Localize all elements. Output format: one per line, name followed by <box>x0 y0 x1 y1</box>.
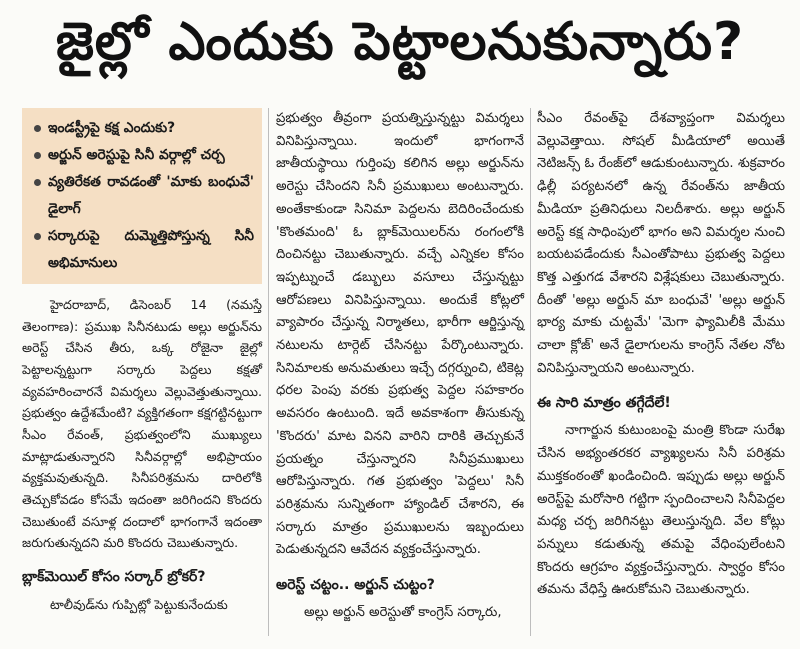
paragraph: నాగార్జున కుటుంబంపై మంత్రి కొండా సురేఖ చేసిన అభ్యంతరకర వ్యాఖ్యలను సినీ పరిశ్రమ ముక్తకంఠంతో ఖండించింది. ఇప్పుడు అల్లు అర్జున్ అరెస్ట్‌పై మరోసారి గట్టిగా స్పందించాలని సినీపెద్దల మధ్య చర్చ జరిగినట్టు తెలుస్తున్నది. వేల కోట్లు పన్నులు కడుతున్న తమపై వేధింపులేంటని కొందరు ఆగ్రహం వ్యక్తంచేస్తున్నారు. స్వార్థం కోసం తమను వేధిస్తే ఊరుకోమని చెబుతున్నారు. <box>537 423 785 598</box>
subheading: అరెస్ట్ చట్టం.. అర్జున్ చుట్టం? <box>276 577 435 594</box>
highlight-item: వ్యతిరేకత రావడంతో 'మాకు బంధువే' డైలాగ్ <box>32 169 254 223</box>
column-divider <box>530 108 531 636</box>
subheading: ఈ సారి మాత్రం తగ్గేదేలే! <box>537 395 671 412</box>
paragraph: అల్లు అర్జున్ అరెస్టుతో కాంగ్రెస్ సర్కారు, <box>304 605 502 621</box>
paragraph: సీఎం రేవంత్‌పై దేశవ్యాప్తంగా విమర్శలు వెల్లువెత్తాయి. సోషల్ మీడియాలో అయితే నెటిజన్స్ ఓ రేంజ్‌లో ఆడుకుంటున్నారు. శుక్రవారం ఢిల్లీ పర్యటనలో ఉన్న రేవంత్‌ను జాతీయ మీడియా ప్రతినిధులు నిలదీశారు. అల్లు అర్జున్ అరెస్ట్ కక్ష సాధింపులో భాగం అని విమర్శల నుంచి బయటపడేందుకు సీఎంతోపాటు ప్రభుత్వ పెద్దలు కొత్త ఎత్తుగడ వేశారని విశ్లేషకులు చెబుతున్నారు. దీంతో 'అల్లు అర్జున్ మా బంధువే' 'అల్లు అర్జున్ భార్య మాకు చుట్టమే' 'మెగా ఫ్యామిలీకి మేము చాలా క్లోజ్' అనే డైలాగులను కాంగ్రెస్ నేతల నోట వినిపిస్తున్నాయని అంటున్నారు. <box>537 111 785 376</box>
headline: జైల్లో ఎందుకు పెట్టాలనుకున్నారు? <box>55 11 745 72</box>
highlight-item: ఇండస్ట్రీపై కక్ష ఎందుకు? <box>32 115 254 142</box>
highlight-item: అర్జున్ అరెస్టుపై సినీ వర్గాల్లో చర్చ <box>32 142 254 169</box>
dateline-paragraph: హైదరాబాద్, డిసెంబర్ 14 (నమస్తే తెలంగాణ): ప్రముఖ సినీనటుడు అల్లు అర్జున్‌ను అరెస్ట్ చేసిన తీరు, ఒక్క రోజైనా జైల్లో పెట్టాలన్నట్టుగా సర్కారు పెద్దలు కక్షతో వ్యవహరించారనే విమర్శలు వెల్లువెత్తుతున్నాయి. ప్రభుత్వం ఉద్దేశమేంటి? వ్యక్తిగతంగా కక్షగట్టినట్టుగా సీఎం రేవంత్, ప్రభుత్వంలోని ముఖ్యులు మాట్లాడుతున్నారని సినీవర్గాల్లో అభిప్రాయం వ్యక్తమవుతున్నది. సినీపరిశ్రమను దారిలోకి తెచ్చుకోవడం కోసమే ఇదంతా జరిగిందని కొందరు చెబుతుంటే వసూళ్ల దందాలో భాగంగానే ఇదంతా జరుగుతున్నదని మరి కొందరు చెబుతున్నారు. <box>22 297 262 551</box>
subheading: బ్లాక్‌మెయిల్ కోసం సర్కార్ బ్రోకర్? <box>22 569 206 586</box>
highlights-list <box>32 115 254 277</box>
column-divider <box>268 108 269 636</box>
article-column-2 <box>276 108 524 625</box>
highlights-box <box>22 108 262 284</box>
paragraph: టాలీవుడ్‌ను గుప్పిట్లో పెట్టుకునేందుకు <box>50 597 228 613</box>
highlight-item: సర్కారుపై దుమ్మెత్తిపోస్తున్న సినీ అభిమానులు <box>32 223 254 277</box>
paragraph: ప్రభుత్వం తీవ్రంగా ప్రయత్నిస్తున్నట్టు విమర్శలు వినిపిస్తున్నాయి. ఇందులో భాగంగానే జాతీయస్థాయి గుర్తింపు కలిగిన అల్లు అర్జున్‌ను అరెస్టు చేసిందని సినీ ప్రముఖులు అంటున్నారు. అంతేకాకుండా సినిమా పెద్దలను బెదిరించేందుకు 'కొంతమంది' ఓ బ్లాక్‌మెయిలర్‌ను రంగంలోకి దించినట్టు చెబుతున్నారు. వచ్చే ఎన్నికల కోసం ఇప్పట్నుంచే డబ్బులు వసూలు చేస్తున్నట్టు ఆరోపణలు వినిపిస్తున్నాయి. అందుకే కోట్లలో వ్యాపారం చేస్తున్న నిర్మాతలు, భారీగా ఆర్జిస్తున్న నటులను టార్గెట్ చేసినట్టు పేర్కొంటున్నారు. సినిమాలకు అనుమతులు ఇచ్చే దగ్గర్నుంచి, టికెట్ల ధరల పెంపు వరకు ప్రభుత్వ పెద్దల సహకారం అవసరం ఉంటుంది. ఇదే అవకాశంగా తీసుకున్న 'కొందరు' మాట వినని వారిని దారికి తెచ్చుకునే ప్రయత్నం చేస్తున్నారని సినీప్రముఖులు ఆరోపిస్తున్నారు. గత ప్రభుత్వం 'పెద్దలు' సినీ పరిశ్రమను సున్నితంగా హ్యాండిల్ చేశారని, ఈ సర్కారు మాత్రం ప్రముఖులను ఇబ్బందులు పెడుతున్నదని ఆవేదన వ్యక్తంచేస్తున్నారు. <box>276 111 524 558</box>
article-column-1 <box>22 108 262 616</box>
article-column-3 <box>537 108 785 602</box>
